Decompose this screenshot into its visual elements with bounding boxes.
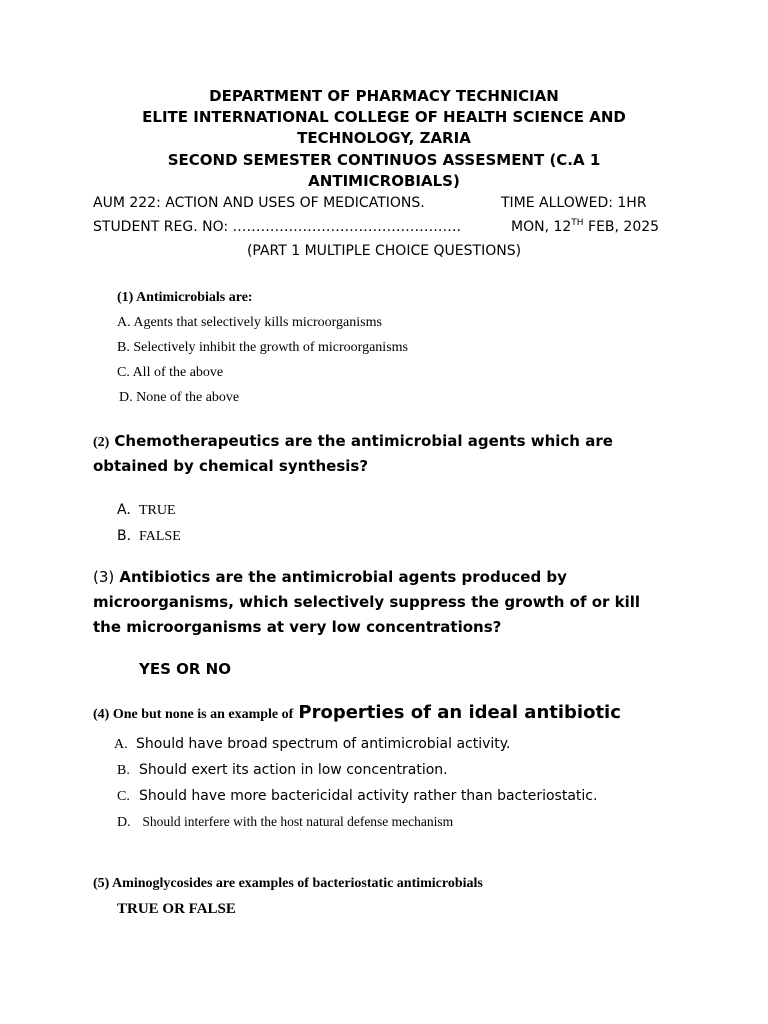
q1-option-c: C. All of the above: [117, 365, 224, 380]
assessment-title: SECOND SEMESTER CONTINUOS ASSESMENT (C.A 1: [167, 151, 601, 169]
q2-option-b: B. FALSE: [117, 528, 181, 544]
time-allowed: TIME ALLOWED: 1HR: [501, 195, 647, 211]
question-2-text-cont: obtained by chemical synthesis?: [93, 457, 369, 475]
q4-option-b: B. Should exert its action in low concentration.: [117, 762, 448, 778]
department-title: DEPARTMENT OF PHARMACY TECHNICIAN: [209, 87, 559, 105]
question-text: Antibiotics are the antimicrobial agents produced by: [119, 568, 567, 586]
question-2: [93, 431, 613, 451]
q3-answer-hint: YES OR NO: [139, 660, 231, 678]
question-prefix: (4) One but none is an example of: [93, 707, 294, 722]
student-reg-no: STUDENT REG. NO: ………………………………………….: [93, 219, 461, 235]
q4-option-d: D. Should interfere with the host natural defense mechanism: [117, 814, 454, 830]
question-5: (5) Aminoglycosides are examples of bacteriostatic antimicrobials: [93, 876, 483, 891]
question-text: Chemotherapeutics are the antimicrobial agents which are: [114, 432, 613, 450]
q2-option-a: A. TRUE: [117, 502, 176, 518]
question-3: [93, 567, 567, 586]
q1-option-a: A. Agents that selectively kills microorganisms: [117, 315, 382, 330]
college-title: ELITE INTERNATIONAL COLLEGE OF HEALTH SCIENCE AND: [142, 108, 626, 126]
question-1: [117, 290, 253, 306]
question-3-text-cont2: the microorganisms at very low concentrations?: [93, 618, 502, 636]
q1-option-b: B. Selectively inhibit the growth of microorganisms: [117, 340, 408, 355]
question-3-text-cont: microorganisms, which selectively suppress the growth of or kill: [93, 593, 641, 611]
part-label: (PART 1 MULTIPLE CHOICE QUESTIONS): [246, 243, 522, 259]
question-number: (1): [117, 290, 134, 305]
assessment-title-cont: ANTIMICROBIALS): [308, 172, 460, 190]
college-title-cont: TECHNOLOGY, ZARIA: [297, 129, 471, 147]
question-number: (3): [93, 568, 115, 586]
question-text: Antimicrobials are:: [136, 290, 253, 305]
question-title: Properties of an ideal antibiotic: [298, 702, 621, 723]
q5-answer-hint: TRUE OR FALSE: [117, 901, 236, 917]
q1-option-d: D. None of the above: [119, 390, 240, 405]
course-code: AUM 222: ACTION AND USES OF MEDICATIONS.: [93, 195, 425, 211]
exam-date: MON, 12TH FEB, 2025: [511, 218, 660, 235]
q4-option-a: A. Should have broad spectrum of antimicrobial activity.: [114, 736, 511, 752]
question-number: (2): [93, 435, 110, 450]
q4-option-c: C. Should have more bactericidal activity rather than bacteriostatic.: [117, 788, 598, 804]
question-4: [93, 702, 621, 723]
